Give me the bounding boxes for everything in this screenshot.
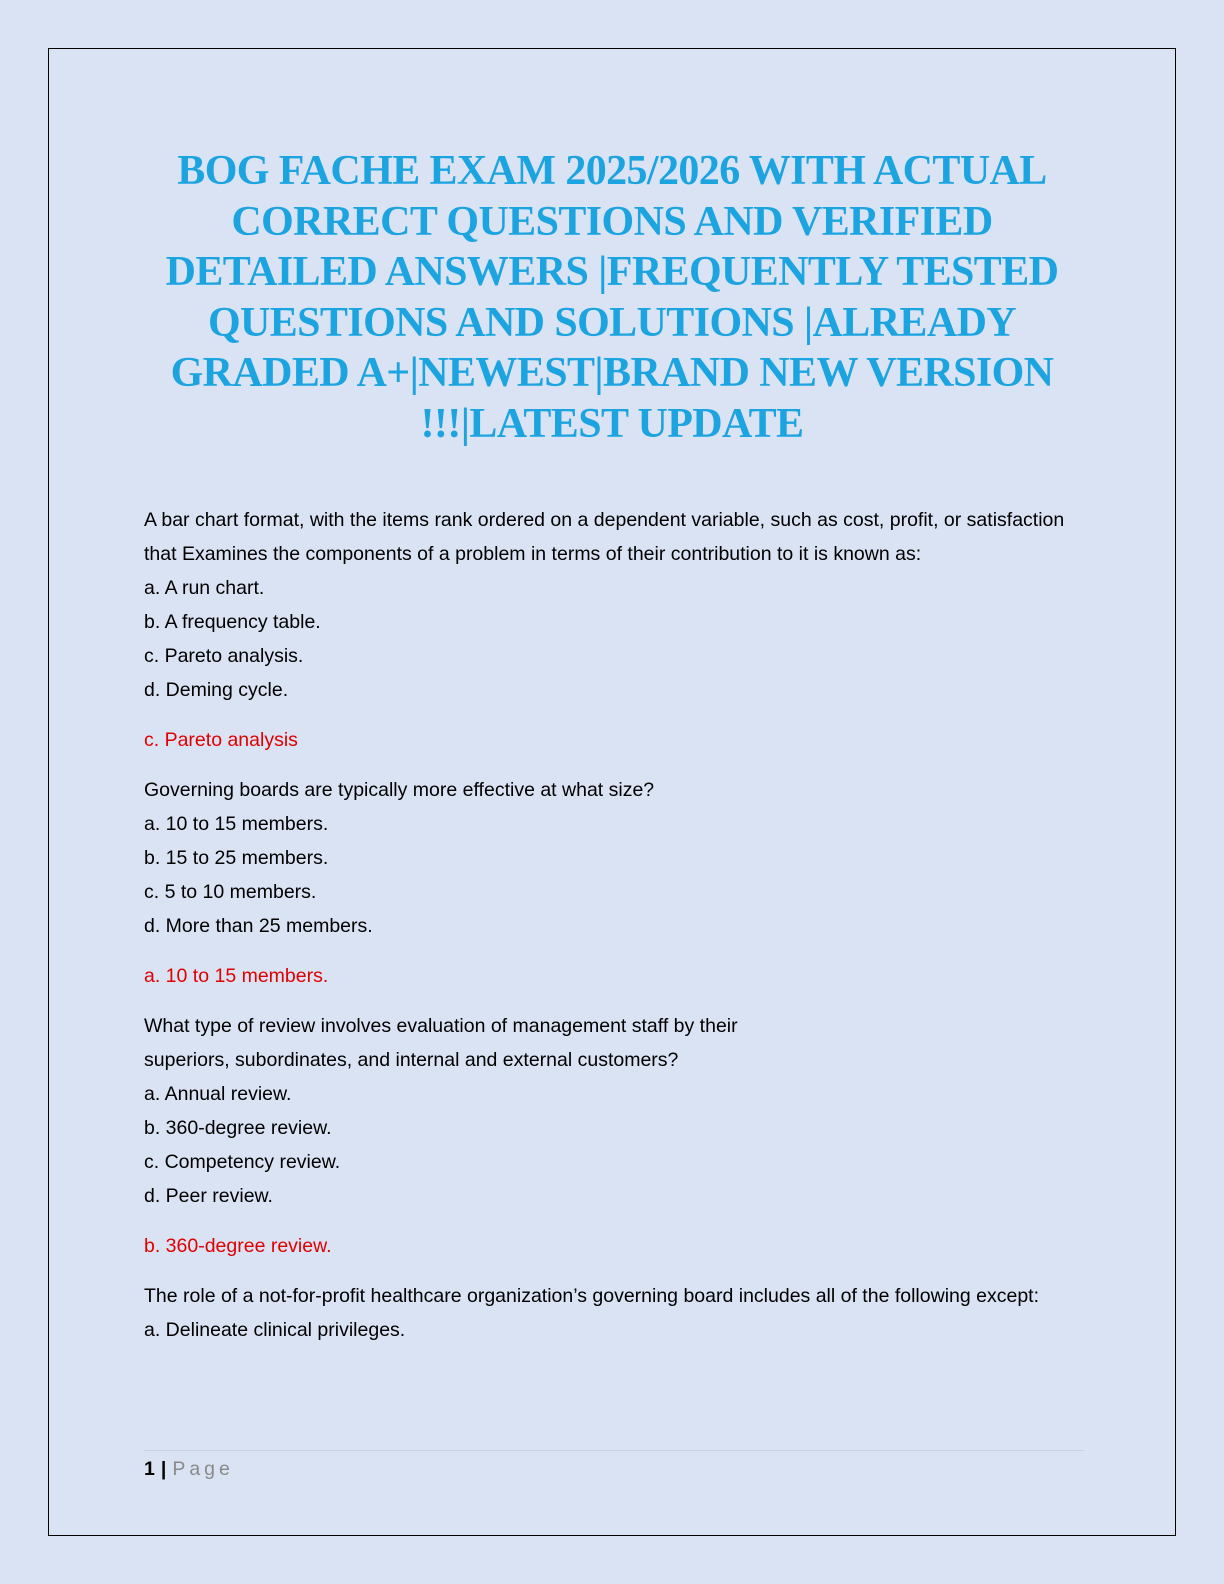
option-b: b. 15 to 25 members.: [144, 847, 329, 869]
option-a: a. Annual review.: [144, 1083, 292, 1105]
question-1: [144, 503, 1084, 707]
question-4: [144, 1279, 1084, 1347]
option-b: b. A frequency table.: [144, 611, 321, 633]
page-label: Page: [172, 1458, 234, 1480]
question-3: [144, 1009, 1084, 1213]
question-text-line-1: What type of review involves evaluation of management staff by their: [144, 1015, 738, 1037]
option-d: d. More than 25 members.: [144, 915, 373, 937]
question-text: A bar chart format, with the items rank ordered on a dependent variable, such as cost, profit, or satisfaction that Examines the components of a problem in terms of their contribution to it is known as:: [144, 509, 1065, 565]
answer-text: b. 360-degree review.: [144, 1235, 332, 1257]
document-title: BOG FACHE EXAM 2025/2026 WITH ACTUAL CORRECT QUESTIONS AND VERIFIED DETAILED ANSWERS |FREQUENTLY TESTED QUESTIONS AND SOLUTIONS |ALREADY GRADED A+|NEWEST|BRAND NEW VERSION !!!|LATEST UPDATE: [165, 148, 1059, 447]
document-body: [144, 503, 1084, 1363]
footer-divider: [144, 1450, 1084, 1451]
page-footer: [144, 1456, 234, 1482]
question-text: The role of a not-for-profit healthcare organization’s governing board includes all of the following except:: [144, 1285, 1040, 1307]
question-text: Governing boards are typically more effective at what size?: [144, 779, 655, 801]
question-2: [144, 773, 1084, 943]
option-c: c. 5 to 10 members.: [144, 881, 317, 903]
option-c: c. Pareto analysis.: [144, 645, 304, 667]
footer-separator: |: [160, 1458, 167, 1480]
option-a: a. A run chart.: [144, 577, 265, 599]
option-b: b. 360-degree review.: [144, 1117, 332, 1139]
question-text-line-2: superiors, subordinates, and internal and external customers?: [144, 1049, 679, 1071]
answer-text: c. Pareto analysis: [144, 729, 298, 751]
option-d: d. Peer review.: [144, 1185, 273, 1207]
option-c: c. Competency review.: [144, 1151, 341, 1173]
answer-text: a. 10 to 15 members.: [144, 965, 329, 987]
option-d: d. Deming cycle.: [144, 679, 289, 701]
page-number: 1: [144, 1458, 155, 1480]
option-a: a. 10 to 15 members.: [144, 813, 329, 835]
option-a: a. Delineate clinical privileges.: [144, 1319, 406, 1341]
